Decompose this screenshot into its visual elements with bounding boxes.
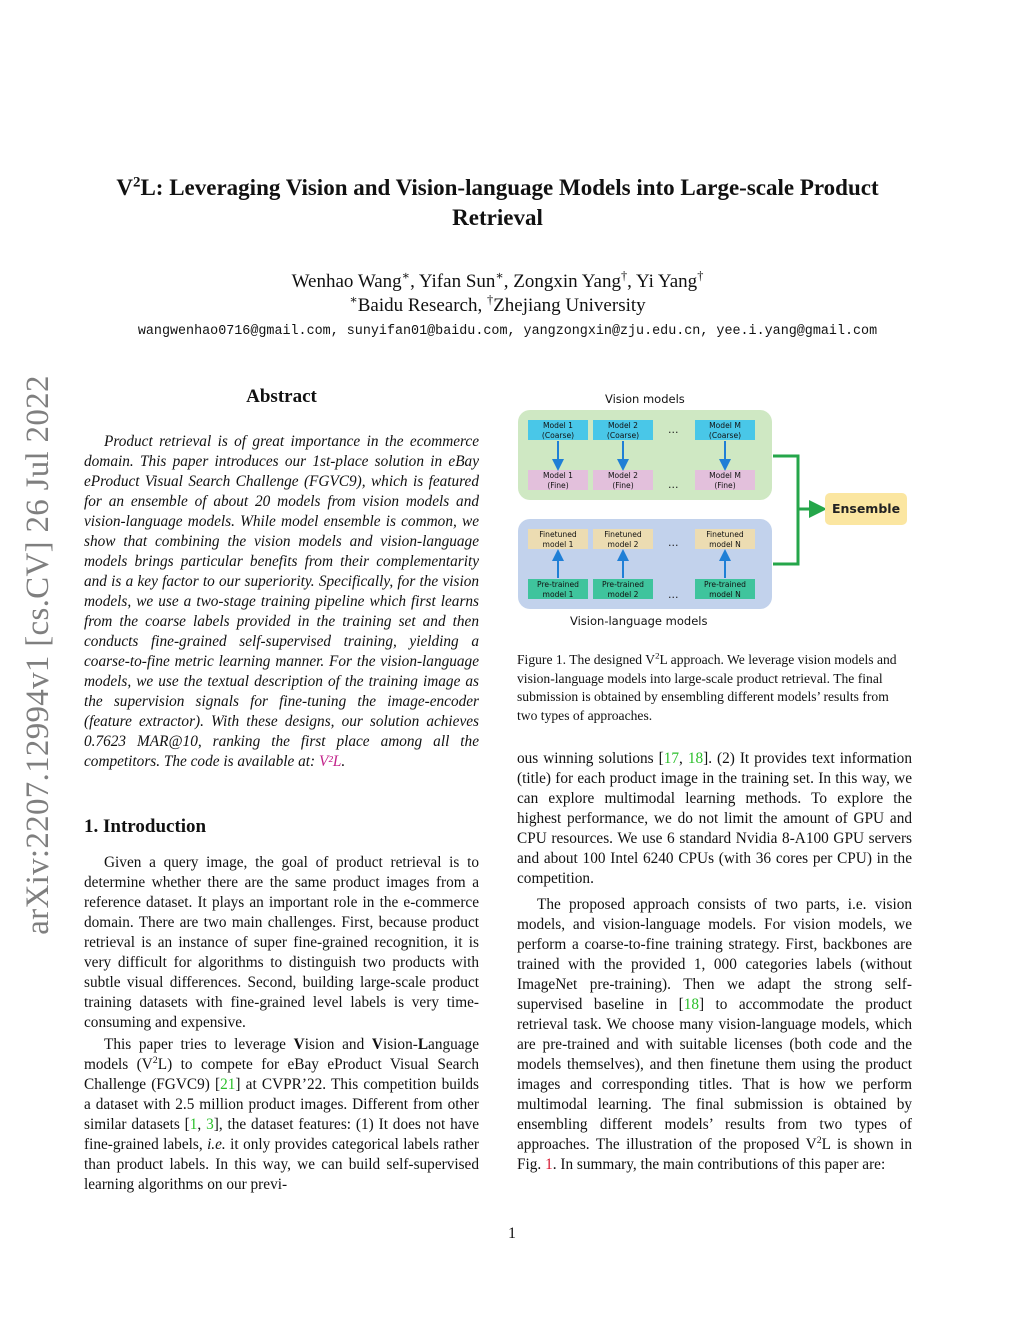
vision-models-title: Vision models bbox=[605, 392, 685, 406]
author-emails: wangwenhao0716@gmail.com, sunyifan01@baidu.com, yangzongxin@zju.edu.cn, yee.i.yang@gmail.com bbox=[137, 324, 878, 339]
dagger-mark: † bbox=[620, 268, 628, 283]
author-4: Yi Yang bbox=[635, 271, 698, 292]
intro-paragraph-1: Given a query image, the goal of product retrieval is to determine whether there are the same product images from a reference dataset. It plays an important role in the e-commerce domain. There are two main challenges. First, because product retrieval is an instance of super fine-grained recognition, it is very difficult for algorithms to distinguish two products with subtle visual differences. Second, building large-scale product training datasets with fine-grained level labels is very time-consuming and expensive. bbox=[84, 854, 479, 1031]
star-mark: ∗ bbox=[401, 268, 411, 283]
abstract-heading: Abstract bbox=[246, 386, 317, 407]
finetuned-model-2: Finetuned model 2 bbox=[593, 529, 653, 549]
title-sup: 2 bbox=[133, 174, 141, 191]
title-line2: Retrieval bbox=[452, 205, 543, 230]
citation-3[interactable]: 3 bbox=[206, 1116, 214, 1133]
author-2: Yifan Sun bbox=[418, 271, 496, 292]
finetuned-model-n: Finetuned model N bbox=[695, 529, 755, 549]
coarse-model-2: Model 2 (Coarse) bbox=[593, 420, 653, 440]
fine-model-2: Model 2 (Fine) bbox=[593, 470, 653, 490]
citation-1[interactable]: 1 bbox=[189, 1116, 198, 1133]
fine-model-m: Model M (Fine) bbox=[695, 470, 755, 490]
fine-model-1: Model 1 (Fine) bbox=[528, 470, 588, 490]
citation-18[interactable]: 18 bbox=[687, 750, 704, 767]
title-v: V bbox=[116, 175, 133, 200]
ellipsis: ... bbox=[668, 588, 679, 601]
citation-21[interactable]: 21 bbox=[220, 1076, 236, 1093]
figure-1-diagram bbox=[515, 390, 915, 635]
dagger-mark: † bbox=[486, 292, 494, 307]
intro-paragraph-2: This paper tries to leverage Vision and Vision-Language models $(V^2L)$ to compete for eBay eProduct Visual Search Challenge (FGVC9) [21] at CVPR’22. This competition builds a dataset with 2.5 million product images. Different from other similar datasets [1, 3], the dataset features: (1) It does not have fine-grained labels, i.e. it only provides categorical labels rather than product labels. In this way, we can build self-supervised learning algorithms on our previ- bbox=[84, 1036, 479, 1193]
figure-reference-1[interactable]: 1 bbox=[545, 1156, 553, 1173]
code-link[interactable]: V²L bbox=[318, 753, 342, 770]
introduction-right-column bbox=[517, 749, 912, 1175]
citation-18[interactable]: 18 bbox=[683, 996, 700, 1013]
vision-language-models-title: Vision-language models bbox=[570, 614, 708, 628]
affiliation-1: Baidu Research, bbox=[357, 295, 487, 316]
pretrained-model-n: Pre-trained model N bbox=[695, 579, 755, 599]
coarse-model-m: Model M (Coarse) bbox=[695, 420, 755, 440]
introduction-left-column bbox=[84, 853, 479, 1195]
dagger-mark: † bbox=[697, 268, 704, 283]
ellipsis: ... bbox=[668, 423, 679, 436]
pretrained-model-1: Pre-trained model 1 bbox=[528, 579, 588, 599]
ellipsis: ... bbox=[668, 478, 679, 491]
page-number: 1 bbox=[508, 1225, 516, 1242]
author-block: Wenhao Wang∗, Yifan Sun∗, Zongxin Yang†, Yi Yang† ∗Baidu Research, †Zhejiang University bbox=[291, 268, 704, 316]
figure-1-caption: Figure 1. The designed $V^2L$ approach. We leverage vision models and vision-language models into large-scale product retrieval. The final submission is obtained by ensembling different models’ results from two types of approaches. bbox=[517, 650, 897, 723]
arxiv-identifier: arXiv:2207.12994v1 [cs.CV] 26 Jul 2022 bbox=[20, 375, 56, 935]
star-mark: ∗ bbox=[495, 268, 504, 283]
pretrained-model-2: Pre-trained model 2 bbox=[593, 579, 653, 599]
title-line1: L: Leveraging Vision and Vision-language Models into Large-scale Product bbox=[140, 175, 879, 200]
affiliation-2: Zhejiang University bbox=[493, 295, 646, 316]
author-3: Zongxin Yang bbox=[513, 271, 621, 292]
abstract-end: . bbox=[341, 753, 346, 770]
section-heading-introduction: 1. Introduction bbox=[84, 816, 207, 837]
paper-title bbox=[90, 173, 905, 233]
finetuned-model-1: Finetuned model 1 bbox=[528, 529, 588, 549]
star-mark: ∗ bbox=[349, 292, 358, 307]
abstract-text: Product retrieval is of great importance in the ecommerce domain. This paper introduces our 1st-place solution in eBay eProduct Visual Search Challenge (FGVC9), which is featured for an ensemble of about 20 models from vision models and vision-language models. While model ensemble is common, we show that combining the vision models and vision-language models brings particular benefits from their complementarity and is a key factor to our superiority. Specifically, for the vision models, we use a two-stage training pipeline which first learns from the coarse labels provided in the training set and then conducts fine-grained self-supervised training, yielding a coarse-to-fine metric learning manner. For the vision-language models, we use the textual description of the training image as the supervision signals for fine-tuning the image-encoder (feature extractor). With these designs, our solution achieves 0.7623 MAR@10, ranking the first place among all the competitors. The code is available at: bbox=[84, 433, 479, 770]
author-1: Wenhao Wang bbox=[291, 271, 402, 292]
ensemble-bracket bbox=[773, 456, 798, 564]
right-paragraph-1: ous winning solutions [17, 18]. (2) It provides text information (title) for each product image in the training set. In this way, we can explore multimodal learning methods. To explore the highest performance, we do not limit the amount of GPU and CPU resources. We use 6 standard Nvidia 8-A100 GPU servers and about 100 Intel 6240 CPUs (with 36 cores per CPU) in the competition. bbox=[517, 750, 912, 887]
ensemble-box: Ensemble bbox=[825, 493, 907, 525]
right-paragraph-2: The proposed approach consists of two parts, i.e. vision models, and vision-language models. For vision models, we perform a coarse-to-fine training strategy. First, backbones are trained with the provided 1, 000 categories labels (without ImageNet pre-training). Then we adapt the strong self-supervised baseline in [18] to accommodate the product retrieval task. We choose many vision-language models, which are pre-trained and with suitable licenses (both code and the models themselves), and then finetune them using the product images and corresponding titles. That is how we perform multimodal learning. The final submission is obtained by ensembling different models’ results from two types of approaches. The illustration of the proposed $V^2L$ is shown in Fig. 1. In summary, the main contributions of this paper are: bbox=[517, 896, 912, 1173]
ellipsis: ... bbox=[668, 536, 679, 549]
coarse-model-1: Model 1 (Coarse) bbox=[528, 420, 588, 440]
citation-17[interactable]: 17 bbox=[663, 750, 679, 767]
abstract-body bbox=[84, 432, 479, 772]
